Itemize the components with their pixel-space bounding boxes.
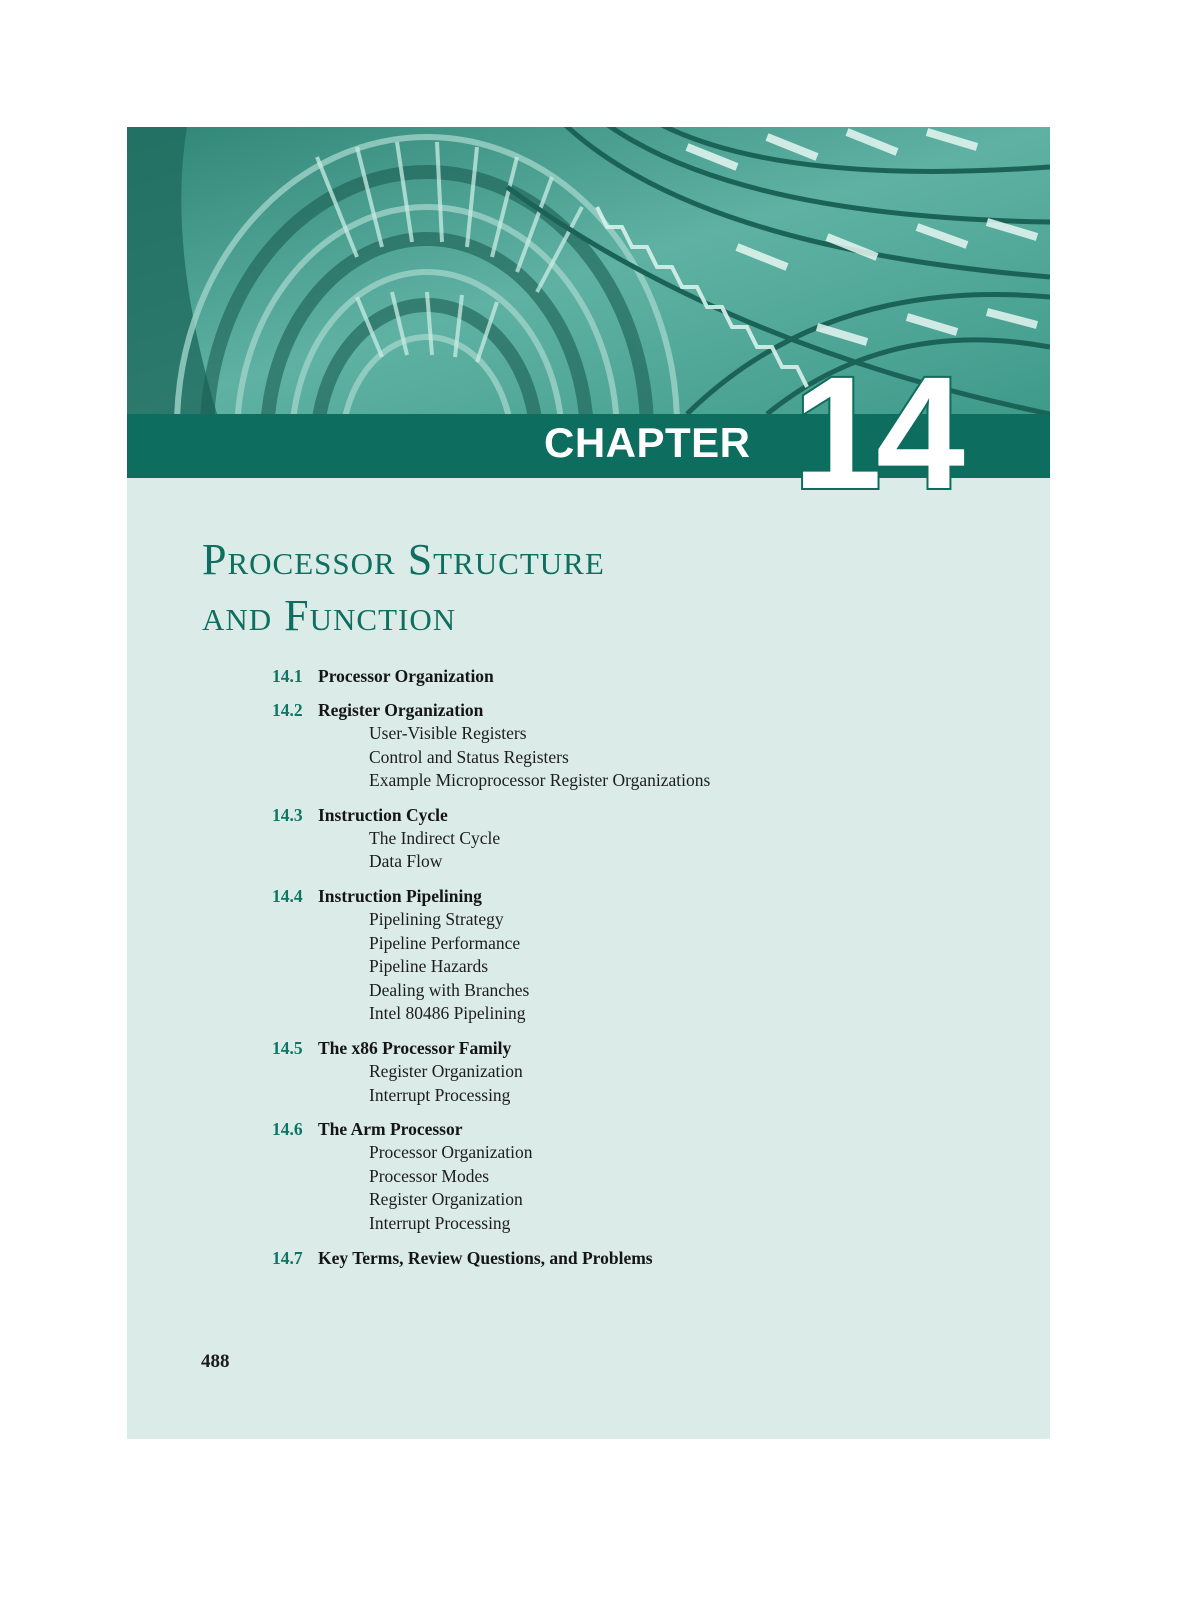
book-page [127, 127, 1050, 1439]
subsection-title: Control and Status Registers [369, 746, 569, 767]
section-number: 14.6 [272, 1119, 303, 1140]
subsection-title: Register Organization [369, 1060, 523, 1081]
section-title: Instruction Pipelining [318, 885, 482, 906]
section-title: The Arm Processor [318, 1119, 463, 1140]
section-title: Register Organization [318, 700, 484, 720]
chapter-title-line-2: and Function [202, 591, 457, 640]
subsection-title: Intel 80486 Pipelining [369, 1003, 526, 1024]
subsection-title: User-Visible Registers [369, 723, 527, 743]
subsection-title: Interrupt Processing [369, 1084, 511, 1105]
section-number: 14.2 [272, 700, 303, 720]
section-number: 14.7 [272, 1247, 303, 1268]
section-title: Key Terms, Review Questions, and Problems [318, 1247, 653, 1268]
toc-section [272, 885, 972, 1026]
page-number: 488 [201, 1351, 230, 1372]
section-title: The x86 Processor Family [318, 1037, 512, 1058]
subsection-title: Processor Organization [369, 1142, 533, 1163]
section-number: 14.5 [272, 1037, 303, 1058]
section-number: 14.1 [272, 666, 303, 686]
toc-section [272, 699, 972, 793]
subsection-title: Processor Modes [369, 1165, 490, 1186]
toc-section [272, 1118, 972, 1235]
subsection-title: Pipeline Performance [369, 932, 521, 953]
subsection-title: Interrupt Processing [369, 1212, 511, 1233]
subsection-title: Data Flow [369, 851, 443, 872]
chapter-title-line-1: Processor Structure [202, 535, 605, 584]
subsection-title: Dealing with Branches [369, 979, 530, 1000]
section-title: Instruction Cycle [318, 804, 448, 825]
subsection-title: Pipeline Hazards [369, 956, 489, 977]
toc-section [272, 804, 972, 874]
section-number: 14.3 [272, 804, 303, 825]
toc-section [272, 1247, 972, 1270]
subsection-title: Example Microprocessor Register Organizations [369, 770, 711, 791]
table-of-contents [272, 665, 972, 1281]
toc-section [272, 1037, 972, 1107]
section-title: Processor Organization [318, 666, 494, 686]
subsection-title: Pipelining Strategy [369, 908, 504, 929]
chapter-label: CHAPTER [544, 419, 751, 466]
section-number: 14.4 [272, 885, 303, 906]
chapter-title [202, 532, 902, 644]
subsection-title: Register Organization [369, 1189, 523, 1210]
chapter-number: 14 [793, 343, 959, 522]
subsection-title: The Indirect Cycle [369, 827, 501, 848]
toc-section [272, 665, 972, 688]
